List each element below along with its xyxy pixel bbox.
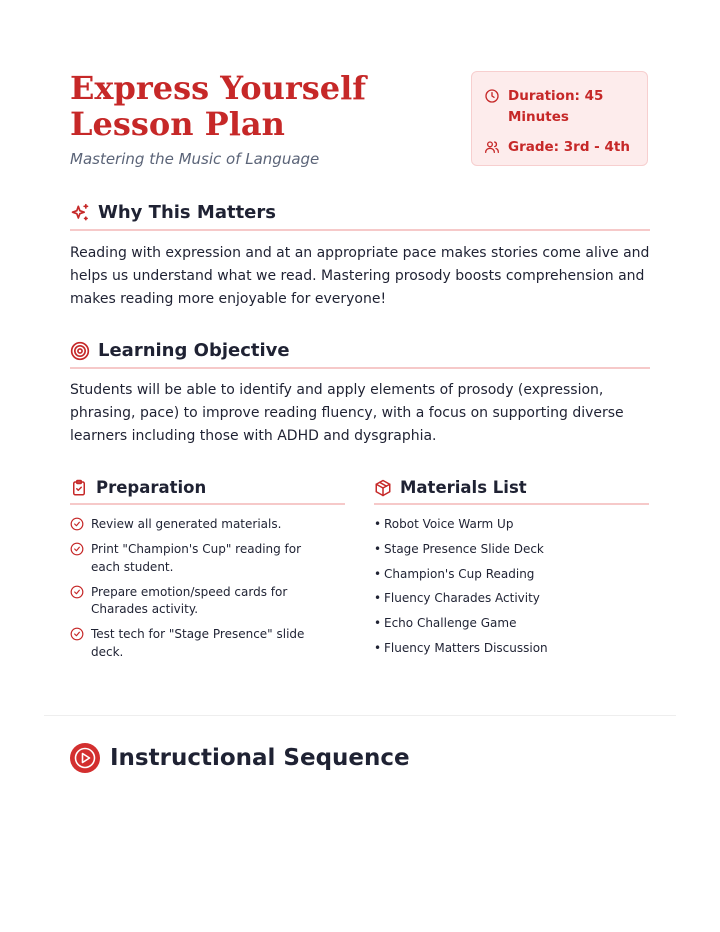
materials-header [374,478,649,505]
objective-section-header [70,340,650,369]
list-item-text: Print "Champion's Cup" reading for each student. [91,542,302,574]
list-item-text: Prepare emotion/speed cards for Charades activity. [91,584,288,616]
objective-heading: Learning Objective [98,340,290,361]
list-item-text: Stage Presence Slide Deck [384,541,544,556]
list-item [70,541,332,576]
list-item-text: Review all generated materials. [91,517,282,531]
duration-text: Duration: 45 Minutes [508,88,604,125]
list-item [70,626,332,661]
sequence-heading: Instructional Sequence [110,745,410,771]
list-item: • Stage Presence Slide Deck [374,541,544,556]
objective-paragraph: Students will be able to identify and apply elements of prosody (expression, phrasing, pace) to improve reading fluency, with a focus on supporting diverse learners including those with ADHD and dysgraphia. [70,382,624,444]
list-item-text: Echo Challenge Game [384,616,517,631]
list-item [70,584,332,619]
list-item-text: Champion's Cup Reading [384,566,535,581]
why-paragraph: Reading with expression and at an appropriate pace makes stories come alive and helps us understand what we read. Mastering prosody boosts comprehension and makes reading more enjoyable for everyone! [70,245,650,307]
list-item: • Fluency Matters Discussion [374,640,548,655]
list-item-text: Robot Voice Warm Up [384,517,514,531]
check-circle-icon [70,585,84,599]
list-item-text: Fluency Charades Activity [384,591,540,606]
list-item-text: Test tech for "Stage Presence" slide deck. [91,627,305,659]
list-item-text: Fluency Matters Discussion [384,640,548,655]
check-circle-icon [70,542,84,556]
list-item: • Champion's Cup Reading [374,566,535,581]
why-section-header [70,202,650,231]
users-icon [484,139,500,155]
grade-text: Grade: 3rd - 4th [508,139,630,155]
page-subtitle: Mastering the Music of Language [70,150,320,168]
play-circle-icon [70,743,100,773]
why-heading: Why This Matters [98,202,276,223]
list-item: • Fluency Charades Activity [374,591,540,606]
check-circle-icon [70,517,84,531]
preparation-list [70,516,332,669]
lesson-info-box [471,71,648,166]
check-circle-icon [70,627,84,641]
sequence-header [70,743,410,773]
clock-icon [484,88,500,104]
page-title: Express Yourself Lesson Plan [70,69,367,143]
sparkles-icon [70,203,90,223]
preparation-heading: Preparation [96,478,207,497]
list-item: • Robot Voice Warm Up [374,517,514,531]
list-item: • Echo Challenge Game [374,616,517,631]
materials-list [374,516,650,665]
section-divider [44,715,676,716]
box-icon [374,479,392,497]
target-icon [70,341,90,361]
list-item [70,516,332,534]
clipboard-check-icon [70,479,88,497]
materials-heading: Materials List [400,478,527,497]
duration-row [484,86,637,128]
grade-row [484,137,637,158]
preparation-header [70,478,345,505]
